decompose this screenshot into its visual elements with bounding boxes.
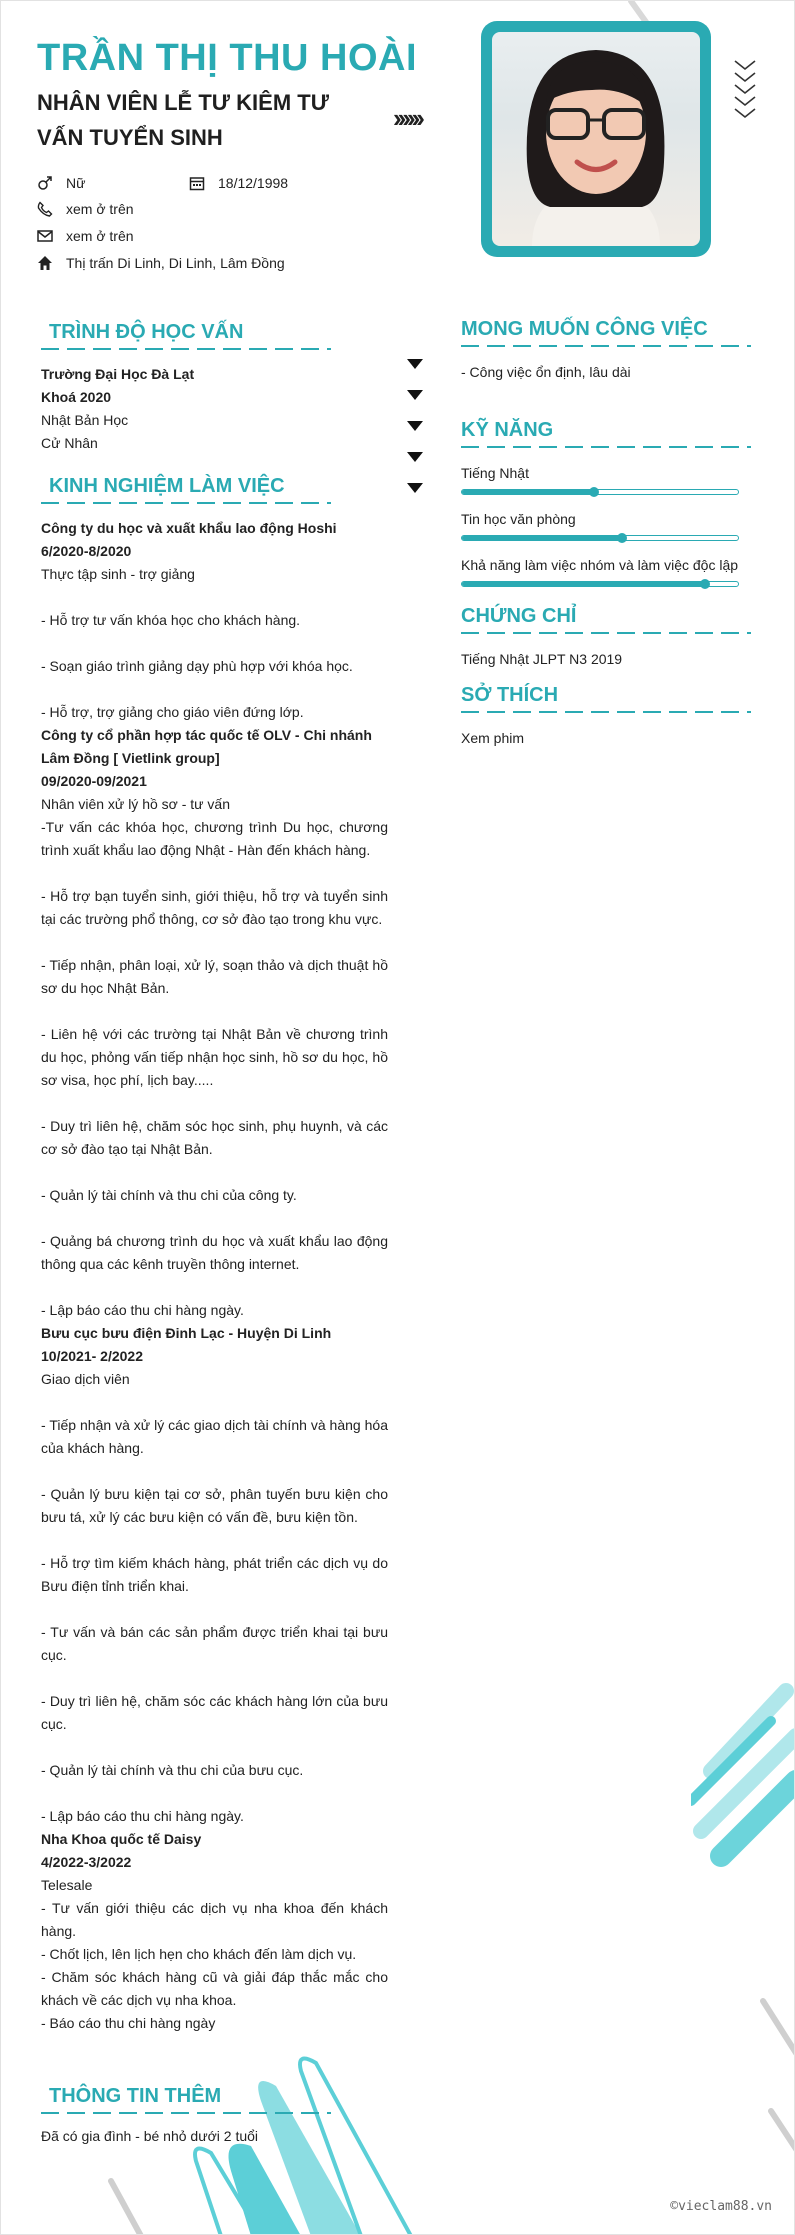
goals-title: MONG MUỐN CÔNG VIỆC [461, 318, 708, 340]
skill-fill [462, 582, 705, 586]
job-details: - Tư vấn giới thiệu các dịch vụ nha khoa đến khách hàng. - Chốt lịch, lên lịch hẹn cho khách đến làm dịch vụ. - Chăm sóc khách hàng cũ và giải đáp thắc mắc cho khách về các dịch vụ nha khoa. - Báo cáo thu chi hàng ngày [41, 1900, 388, 2031]
education-title: TRÌNH ĐỘ HỌC VẤN [49, 321, 244, 343]
caret-down-icon[interactable] [407, 421, 423, 431]
job-details: - Tiếp nhận và xử lý các giao dịch tài chính và hàng hóa của khách hàng. - Quản lý bưu kiện tại cơ sở, phân tuyến bưu kiện cho bưu tá, xử lý các bưu kiện có vấn đề, bưu kiện tồn. - Hỗ trợ tìm kiếm khách hàng, phát triển các dịch vụ do Bưu điện tỉnh triển khai. - Tư vấn và bán các sản phẩm được triển khai tại bưu cục. - Duy trì liên hệ, chăm sóc các khách hàng lớn của bưu cục. - Quản lý tài chính và thu chi của bưu cục. - Lập báo cáo thu chi hàng ngày. [41, 1417, 388, 1824]
hobbies-divider [461, 711, 751, 713]
job-role: Nhân viên xử lý hồ sơ - tư vấn [41, 796, 230, 812]
job-details: - Hỗ trợ tư vấn khóa học cho khách hàng. - Soạn giáo trình giảng dạy phù hợp với khóa học. - Hỗ trợ, trợ giảng cho giáo viên đứng lớp. [41, 612, 353, 720]
certificates-title: CHỨNG CHỈ [461, 605, 577, 627]
watermark: ©vieclam88.vn [670, 2199, 772, 2214]
job-period: 10/2021- 2/2022 [41, 1348, 143, 1364]
job-entry [41, 1322, 388, 1828]
gender-row [37, 175, 85, 191]
gender-icon [37, 175, 53, 191]
job-period: 4/2022-3/2022 [41, 1854, 132, 1870]
course-year: Khoá 2020 [41, 389, 112, 405]
caret-down-icon[interactable] [407, 483, 423, 493]
experience-list [41, 517, 388, 2035]
profile-photo [492, 32, 700, 246]
job-company: Công ty du học và xuất khẩu lao động Hoshi [41, 520, 337, 536]
skill-label: Khả năng làm việc nhóm và làm việc độc lập [461, 557, 739, 573]
certificates-text: Tiếng Nhật JLPT N3 2019 [461, 651, 623, 667]
certificates-divider [461, 632, 751, 634]
job-title: NHÂN VIÊN LỄ TƯ KIÊM TƯ VẤN TUYỂN SINH [37, 90, 329, 150]
email-value: xem ở trên [66, 228, 134, 244]
skill-bar [461, 535, 739, 541]
skill-knob [617, 533, 627, 543]
address-row [37, 255, 285, 271]
goals-divider [461, 345, 751, 347]
collapse-triangles [407, 359, 425, 514]
skill-bar [461, 581, 739, 587]
gender-value: Nữ [66, 175, 86, 191]
arrows-decoration: ›››››› [393, 103, 421, 133]
caret-down-icon[interactable] [407, 359, 423, 369]
job-role: Telesale [41, 1877, 93, 1893]
skill-label: Tiếng Nhật [461, 465, 529, 481]
skill-fill [462, 536, 622, 540]
candidate-name: TRẦN THỊ THU HOÀI [37, 37, 418, 79]
phone-row [37, 201, 134, 217]
skills-title: KỸ NĂNG [461, 419, 554, 441]
education-block [41, 363, 391, 455]
caret-down-icon[interactable] [407, 390, 423, 400]
job-role: Thực tập sinh - trợ giảng [41, 566, 195, 582]
extra-info-text: Đã có gia đình - bé nhỏ dưới 2 tuổi [41, 2128, 259, 2144]
extra-info-title: THÔNG TIN THÊM [49, 2085, 222, 2107]
caret-down-icon[interactable] [407, 452, 423, 462]
job-entry [41, 517, 388, 724]
job-entry [41, 1828, 388, 2035]
job-company: Bưu cục bưu điện Đinh Lạc - Huyện Di Linh [41, 1325, 332, 1341]
birthday-row [189, 175, 288, 191]
hobbies-title: SỞ THÍCH [461, 684, 559, 706]
job-details: -Tư vấn các khóa học, chương trình Du học, chương trình xuất khẩu lao động Nhật - Hàn đến khách hàng. - Hỗ trợ bạn tuyển sinh, giới thiệu, hỗ trợ và tuyển sinh tại các trường phổ thông, cơ sở đào tạo trong khu vực. - Tiếp nhận, phân loại, xử lý, soạn thảo và dịch thuật hồ sơ du học Nhật Bản. - Liên hệ với các trường tại Nhật Bản về chương trình du học, phỏng vấn tiếp nhận học sinh, hồ sơ du học, hồ sơ visa, học phí, lịch bay..... - Duy trì liên hệ, chăm sóc học sinh, phụ huynh, và các cơ sở đào tạo tại Nhật Bản. - Quản lý tài chính và thu chi của công ty. - Quảng bá chương trình du học và xuất khẩu lao động thông qua các kênh truyền thông internet. - Lập báo cáo thu chi hàng ngày. [41, 819, 388, 1318]
major: Nhật Bản Học [41, 412, 129, 428]
profile-photo-frame [481, 21, 711, 257]
hobbies-text: Xem phim [461, 730, 525, 746]
skill-label: Tin học văn phòng [461, 511, 576, 527]
address-value: Thị trấn Di Linh, Di Linh, Lâm Đồng [66, 255, 285, 271]
skill-knob [700, 579, 710, 589]
skill-knob [589, 487, 599, 497]
skill-fill [462, 490, 594, 494]
skill-bar [461, 489, 739, 495]
right-edge-decoration [691, 1681, 795, 2235]
birthday-value: 18/12/1998 [218, 175, 289, 191]
job-period: 6/2020-8/2020 [41, 543, 132, 559]
job-period: 09/2020-09/2021 [41, 773, 147, 789]
chevron-down-icon [733, 59, 759, 125]
job-role: Giao dịch viên [41, 1371, 130, 1387]
experience-title: KINH NGHIỆM LÀM VIỆC [49, 475, 285, 497]
skills-divider [461, 446, 751, 448]
goals-text: - Công việc ổn định, lâu dài [461, 364, 631, 380]
job-company: Công ty cổ phần hợp tác quốc tế OLV - Chi nhánh Lâm Đồng [ Vietlink group] [41, 727, 372, 766]
job-entry [41, 724, 388, 1322]
degree: Cử Nhân [41, 435, 98, 451]
envelope-icon [37, 228, 53, 244]
school-name: Trường Đại Học Đà Lạt [41, 366, 195, 382]
extra-info-divider [41, 2112, 331, 2114]
email-row [37, 228, 134, 244]
experience-divider [41, 502, 331, 504]
education-divider [41, 348, 331, 350]
phone-icon [37, 201, 53, 217]
calendar-icon [189, 175, 205, 191]
job-company: Nha Khoa quốc tế Daisy [41, 1831, 202, 1847]
phone-value: xem ở trên [66, 201, 134, 217]
home-icon [37, 255, 53, 271]
